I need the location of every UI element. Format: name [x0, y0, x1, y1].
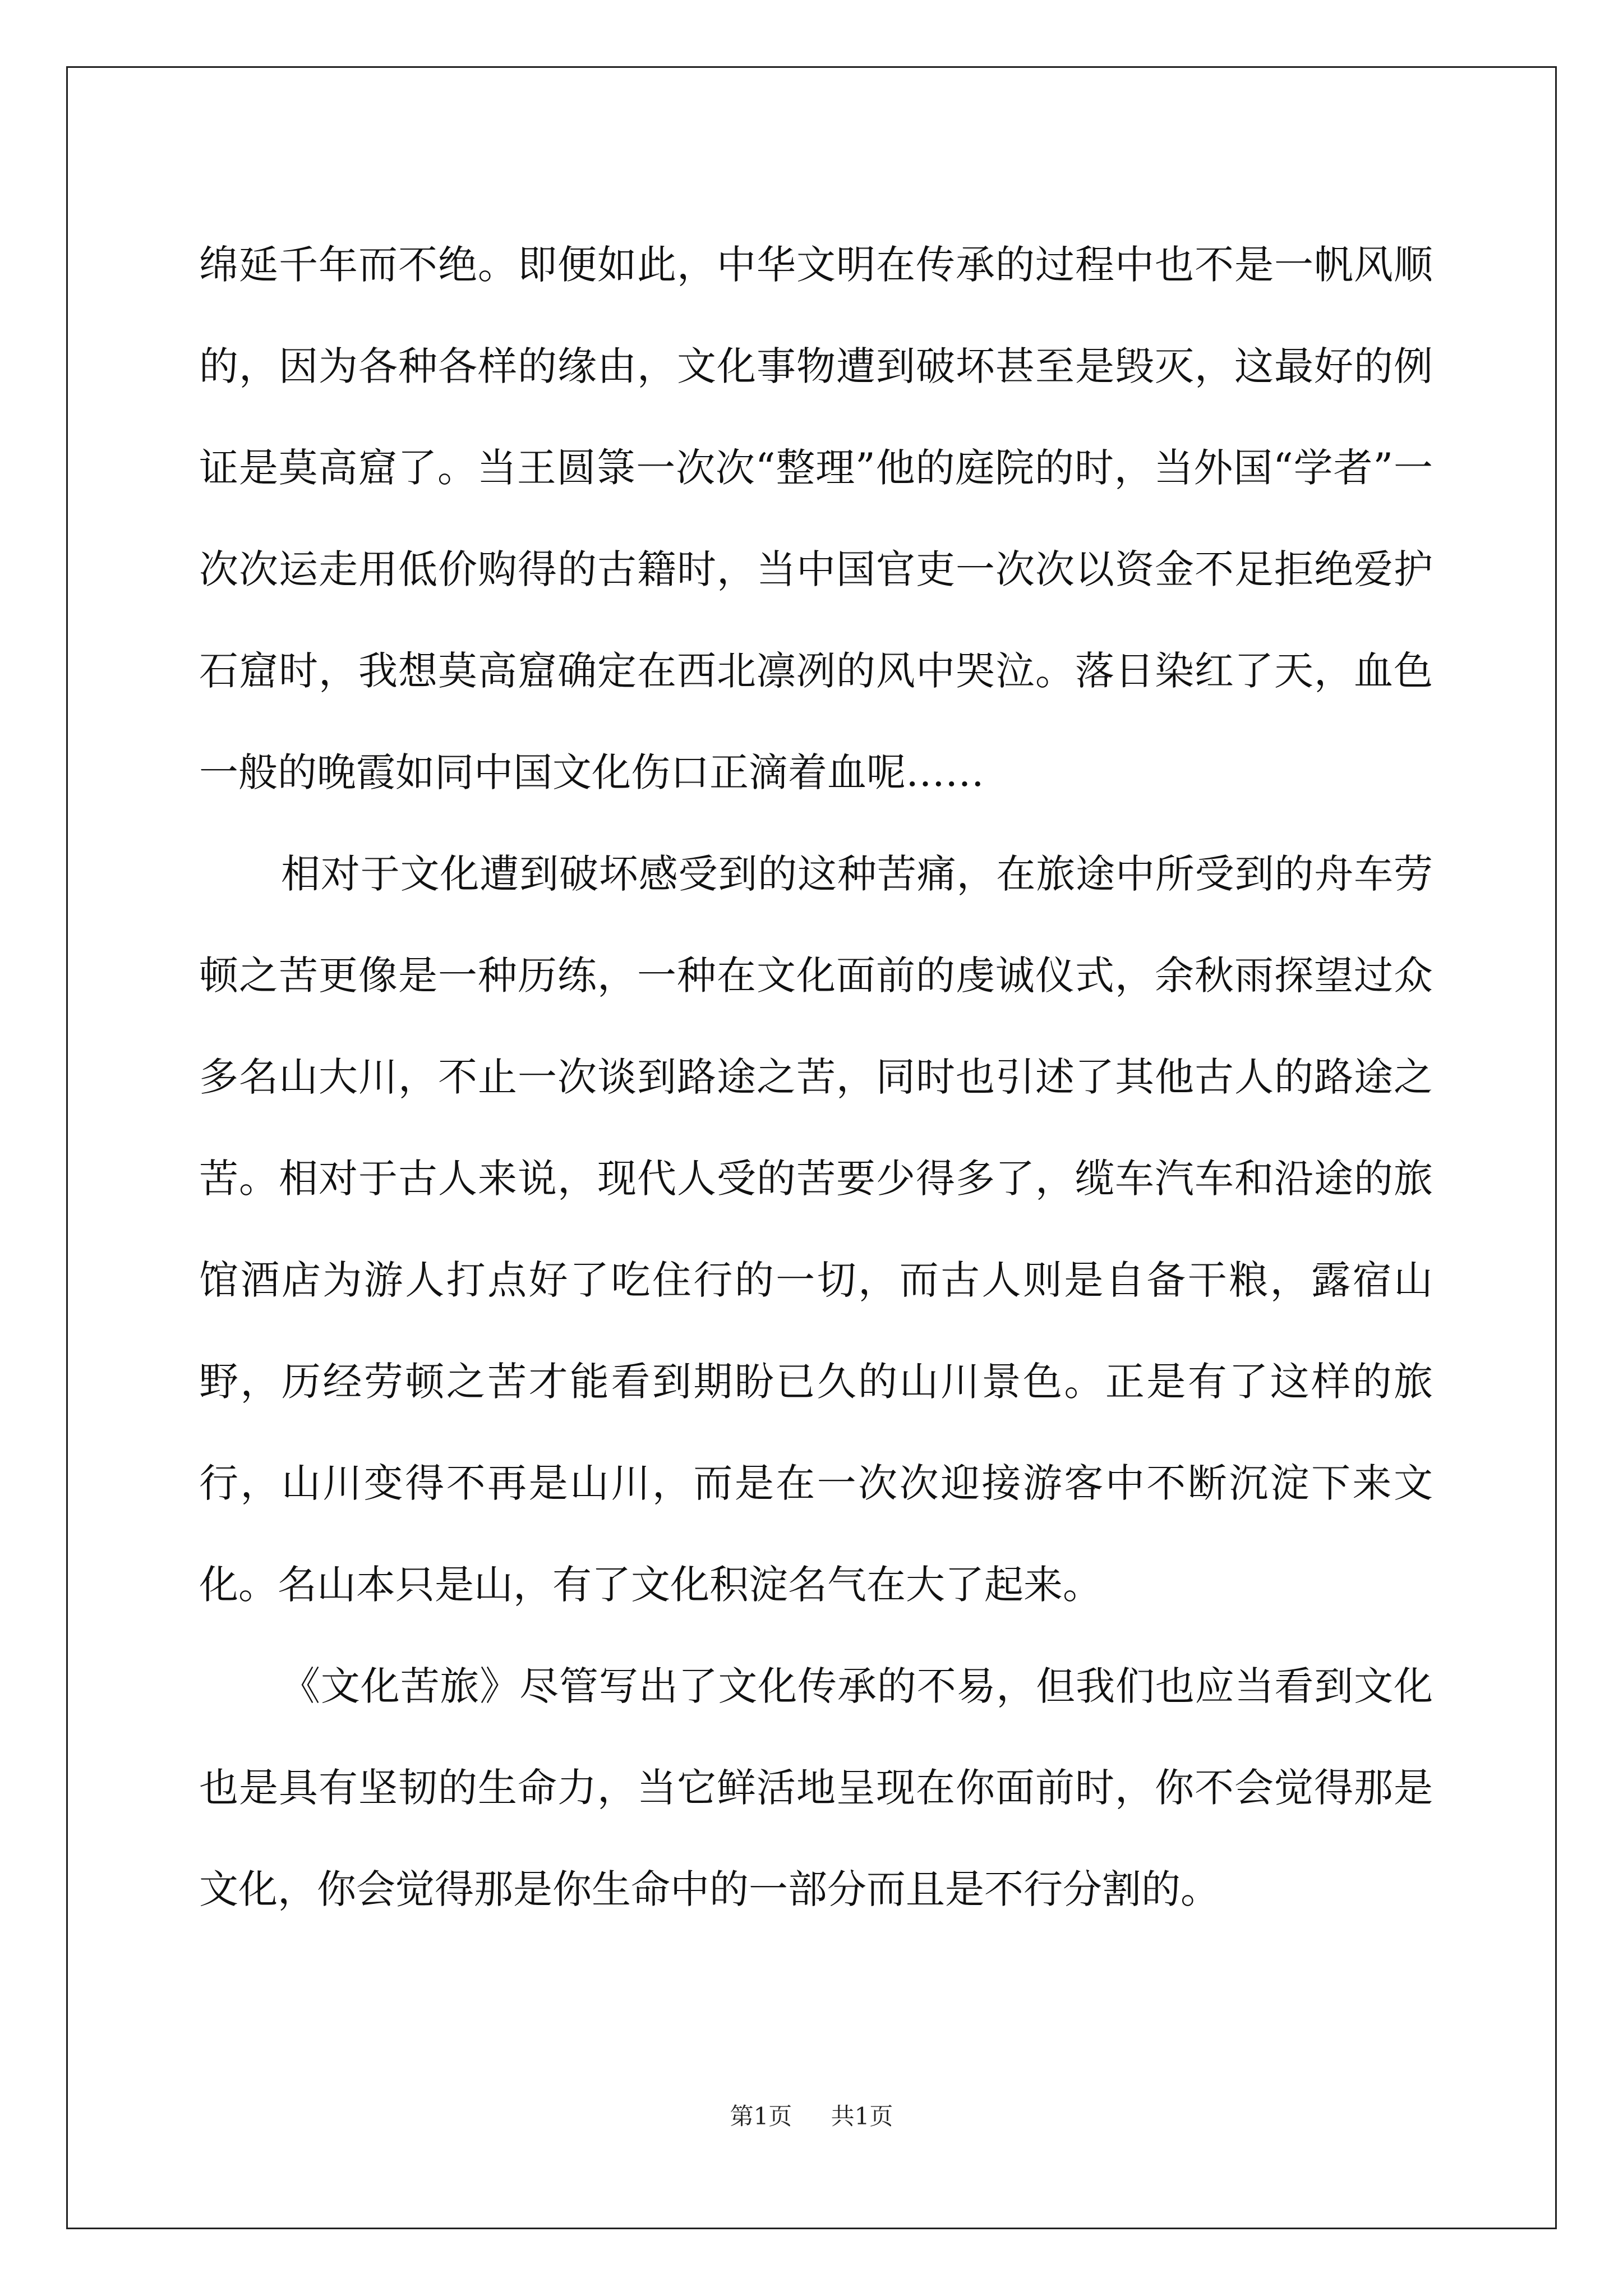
- page-number: 第1页: [730, 2102, 792, 2130]
- paragraph-1: 绵延千年而不绝。即便如此，中华文明在传承的过程中也不是一帆风顺的，因为各种各样的缘由，文化事物遭到破坏甚至是毁灭，这最好的例证是莫高窟了。当王圆箓一次次“整理”他的庭院的时，当外国“学者”一次次运走用低价购得的古籍时，当中国官吏一次次以资金不足拒绝爱护石窟时，我想莫高窟确定在西北凛冽的风中哭泣。落日染红了天，血色一般的晚霞如同中国文化伤口正滴着血呢……: [199, 242, 1433, 795]
- document-body: [199, 214, 1433, 1940]
- paragraph-2: 相对于文化遭到破坏感受到的这种苦痛，在旅途中所受到的舟车劳顿之苦更像是一种历练，一种在文化面前的虔诚仪式，余秋雨探望过众多名山大川，不止一次谈到路途之苦，同时也引述了其他古人的路途之苦。相对于古人来说，现代人受的苦要少得多了，缆车汽车和沿途的旅馆酒店为游人打点好了吃住行的一切，而古人则是自备干粮，露宿山野，历经劳顿之苦才能看到期盼已久的山川景色。正是有了这样的旅行，山川变得不再是山川，而是在一次次迎接游客中不断沉淀下来文化。名山本只是山，有了文化积淀名气在大了起来。: [199, 851, 1433, 1608]
- page-footer: [0, 2098, 1623, 2132]
- page-total: 共1页: [831, 2102, 893, 2130]
- paragraph-3: 《文化苦旅》尽管写出了文化传承的不易，但我们也应当看到文化也是具有坚韧的生命力，当它鲜活地呈现在你面前时，你不会觉得那是文化，你会觉得那是你生命中的一部分而且是不行分割的。: [199, 1663, 1433, 1912]
